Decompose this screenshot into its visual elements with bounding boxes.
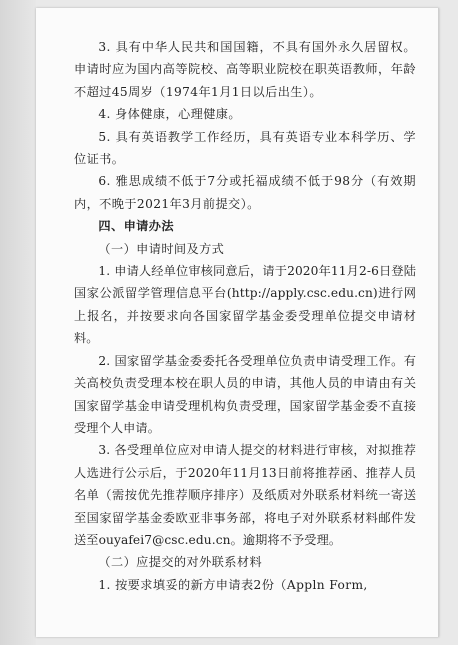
requirement-3: 3. 具有中华人民共和国国籍，不具有国外永久居留权。申请时应为国内高等院校、高等职业院校在职英语教师，年龄不超过45周岁（1974年1月1日以后出生）。 [74,40,416,99]
materials-item-1: 1. 按要求填妥的新方申请表2份（Appln Form, [98,577,368,592]
application-step-1: 1. 申请人经单位审核同意后，请于2020年11月2-6日登陆国家公派留学管理信息平台(http://apply.csc.edu.cn)进行网上报名，并按要求向各国家留学基金委受理单位提交申请材料。 [74,264,416,346]
subsection-materials: （二）应提交的对外联系材料 [98,555,263,570]
document-body [74,36,416,596]
subsection-application-time: （一）申请时间及方式 [98,241,225,256]
document-page [36,8,439,637]
application-step-3: 3. 各受理单位应对申请人提交的材料进行审核，对拟推荐人选进行公示后，于2020年11月13日前将推荐函、推荐人员名单（需按优先推荐顺序排序）及纸质对外联系材料统一寄送至国家留学基金委欧亚非事务部，将电子对外联系材料邮件发送至ouyafei7@csc.edu.cn。逾期将不予受理。 [74,443,416,547]
requirement-5: 5. 具有英语教学工作经历，具有英语专业本科学历、学位证书。 [74,129,416,167]
scan-margin [0,0,36,645]
requirement-6: 6. 雅思成绩不低于7分或托福成绩不低于98分（有效期内，不晚于2021年3月前提交）。 [74,174,416,211]
requirement-4: 4. 身体健康，心理健康。 [98,107,241,122]
application-step-2: 2. 国家留学基金委委托各受理单位负责申请受理工作。有关高校负责受理本校在职人员的申请，其他人员的申请由有关国家留学基金申请受理机构负责受理，国家留学基金委不直接受理个人申请。 [74,353,416,435]
section-heading: 四、申请办法 [98,219,174,234]
